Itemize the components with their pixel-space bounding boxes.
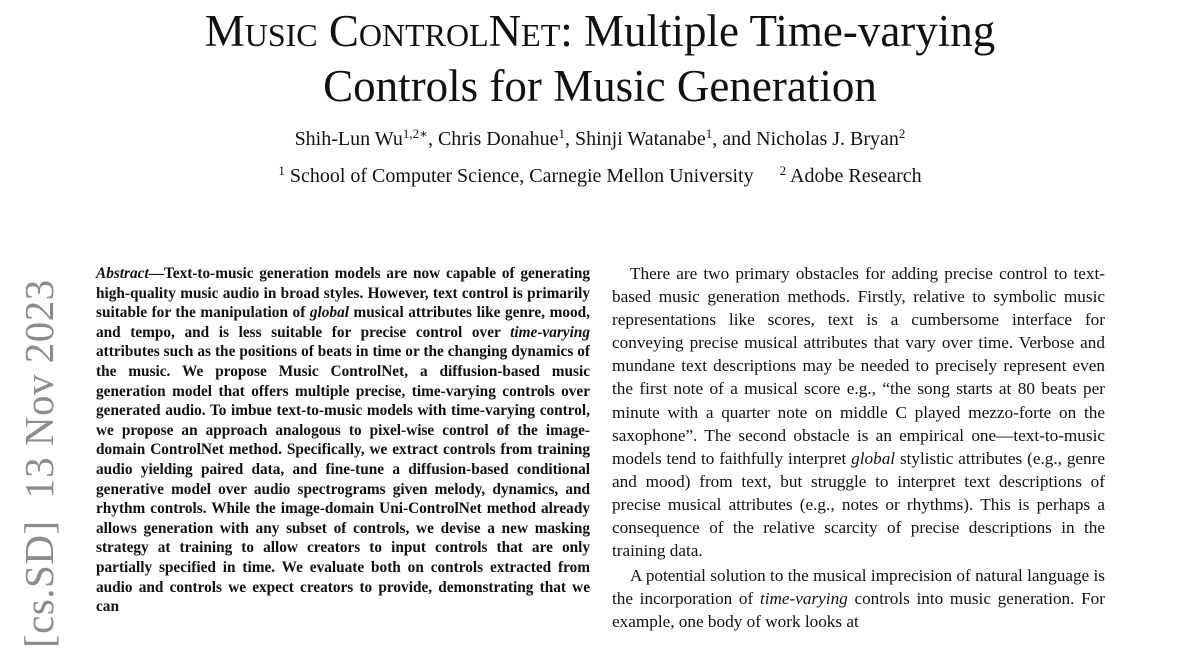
affiliation-superscript: 2 xyxy=(779,163,787,178)
body-paragraph xyxy=(612,564,1105,633)
emphasis-text: global xyxy=(851,448,896,468)
text-run: controls into music generation. For example, one body of work looks at xyxy=(612,589,1105,632)
emphasis-text: global xyxy=(309,304,349,322)
author: Chris Donahue xyxy=(437,128,559,150)
author-superscript: 2 xyxy=(898,126,906,141)
text-run: There are two primary obstacles for adding precise control to text-based music generation methods. Firstly, relative to symbolic music representations like scores, text is a cumbersome interface for conveying precise musical attributes that vary over time. Verbose and mundane text descriptions may be needed to precisely represent even the first note of a musical score e.g., “the song starts at 80 beats per minute with a quarter note on middle C played mezzo-forte on the saxophone”. The second obstacle is an empirical one—text-to-music models tend to faithfully interpret xyxy=(612,264,1105,468)
author-superscript: 1 xyxy=(705,126,713,141)
affiliation-list xyxy=(0,162,1200,190)
abstract: Abstract—Text-to-music generation models are now capable of generating high-quality music audio in broad styles. However, text control is primarily suitable for the manipulation of global musical attributes like genre, mood, and tempo, and is less suitable for precise control over time-varying attributes such as the positions of beats in time or the changing dynamics of the music. We propose Music ControlNet, a diffusion-based music generation model that offers multiple precise, time-varying controls over generated audio. To imbue text-to-music models with time-varying control, we propose an approach analogous to pixel-wise control of the image-domain ControlNet method. Specifically, we extract controls from training audio yielding paired data, and fine-tune a diffusion-based conditional generative model over audio spectrograms given melody, dynamics, and rhythm controls. While the image-domain Uni-ControlNet method already allows generation with any subset of controls, we devise a new masking strategy at training to allow creators to input controls that are only partially specified in time. We evaluate both on controls extracted from audio and controls we expect creators to provide, demonstrating that we can xyxy=(96,265,590,616)
title-name: Music ControlNet xyxy=(204,6,561,56)
body-column xyxy=(612,262,1105,634)
text-run: stylistic attributes (e.g., genre and mood) from text, but struggle to interpret text descriptions of precise musical attributes (e.g., notes or rhythms). This is perhaps a consequence of the relative scarcity of precise descriptions in the training data. xyxy=(612,448,1105,561)
author: Shinji Watanabe xyxy=(574,128,706,150)
abstract-label: Abstract xyxy=(96,265,149,282)
affiliation-superscript: 1 xyxy=(278,163,285,178)
text-run: attributes such as the positions of beats in time or the changing dynamics of the music. We propose Music ControlNet, a diffusion-based music generation model that offers multiple precise, time-varying controls over generated audio. To imbue text-to-music models with time-varying control, we propose an approach analogous to pixel-wise control of the image-domain ControlNet method. Specifically, we extract controls from training audio yielding paired data, and fine-tune a diffusion-based conditional generative model over audio spectrograms given melody, dynamics, and rhythm controls. While the image-domain Uni-ControlNet method already allows generation with any subset of controls, we devise a new masking strategy at training to allow creators to input controls that are only partially specified in time. We evaluate both on controls extracted from audio and controls we expect creators to provide, demonstrating that we can xyxy=(96,343,590,616)
emphasis-text: time-varying xyxy=(510,323,590,341)
emphasis-text: time-varying xyxy=(759,589,848,609)
text-run: musical attributes like genre, mood, and tempo, and is less suitable for precise control over xyxy=(96,304,590,341)
arxiv-side-stamp: [cs.SD] 13 Nov 2023 xyxy=(16,279,62,648)
body-paragraph xyxy=(612,262,1105,562)
title-line2: Controls for Music Generation xyxy=(323,61,877,111)
author: Shih-Lun Wu xyxy=(294,128,403,150)
text-run: A potential solution to the musical imprecision of natural language is the incorporation of xyxy=(612,566,1105,609)
author-list: Shih-Lun $Wu^{1,2∗}$, Chris Donahue$^1$, Shinji Watanabe$^1$, and Nicholas J. Bryan$^2$ xyxy=(294,126,906,150)
author-superscript: 1 xyxy=(558,126,565,141)
paper-title xyxy=(0,4,1200,114)
affiliation: Adobe Research xyxy=(790,165,922,187)
author-superscript: 1,2∗ xyxy=(402,126,428,141)
text-run: Text-to-music generation models are now capable of generating high-quality music audio in broad styles. However, text control is primarily suitable for the manipulation of xyxy=(96,265,590,322)
affiliation: School of Computer Science, Carnegie Mellon University xyxy=(289,165,754,187)
title-line1-rest: : Multiple Time-varying xyxy=(560,6,996,56)
author: Nicholas J. Bryan xyxy=(756,128,899,150)
